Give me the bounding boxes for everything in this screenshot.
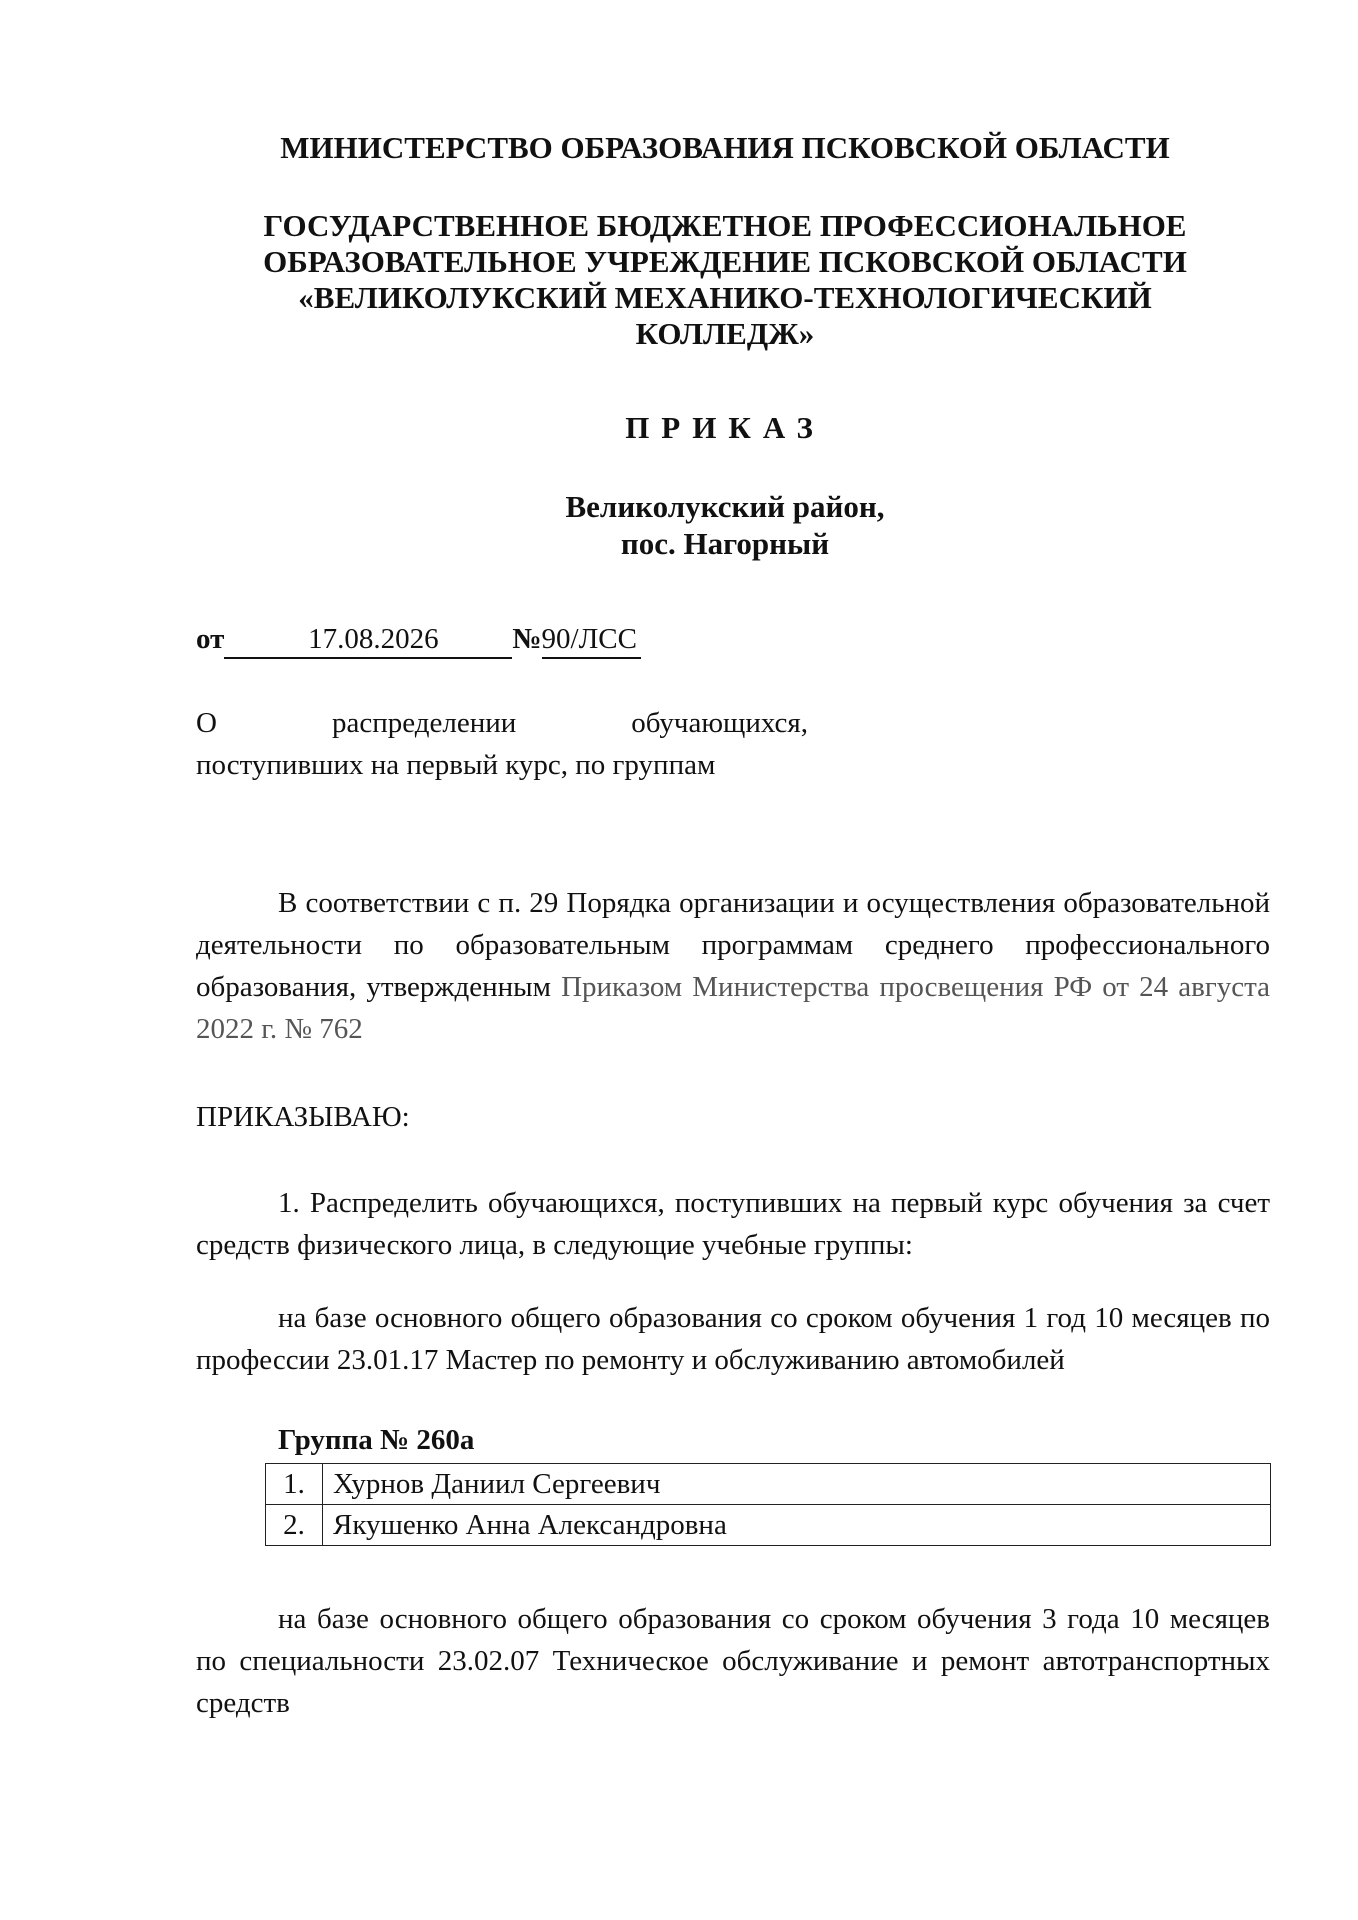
institution-line: ОБРАЗОВАТЕЛЬНОЕ УЧРЕЖДЕНИЕ ПСКОВСКОЙ ОБЛАСТИ	[263, 244, 1187, 279]
order-date: 17.08.2026	[224, 621, 512, 659]
legal-basis-reference: Приказом Министерства просвещения РФ от 24 августа 2022 г. № 762	[196, 971, 1271, 1045]
ministry-name: МИНИСТЕРСТВО ОБРАЗОВАНИЯ ПСКОВСКОЙ ОБЛАСТИ	[280, 130, 1170, 165]
from-label: от	[196, 623, 225, 655]
order-number: 90/ЛСС	[542, 621, 641, 659]
program-description-1: на базе основного общего образования со сроком обучения 1 год 10 месяцев по профессии 23.01.17 Мастер по ремонту и обслуживанию автомобилей	[196, 1302, 1270, 1376]
order-item-1: 1. Распределить обучающихся, поступивших на первый курс обучения за счет средств физического лица, в следующие учебные группы:	[196, 1187, 1270, 1261]
institution-line: «ВЕЛИКОЛУКСКИЙ МЕХАНИКО-ТЕХНОЛОГИЧЕСКИЙ	[298, 280, 1152, 315]
table-row	[266, 1464, 1271, 1505]
legal-basis-paragraph	[196, 882, 1270, 1050]
subject-word: обучающихся,	[631, 707, 809, 739]
subject-word: О	[196, 707, 217, 739]
student-name: Якушенко Анна Александровна	[323, 1505, 1271, 1546]
student-number: 1.	[266, 1464, 323, 1505]
subject-word: распределении	[331, 707, 517, 739]
subject-line-2: поступивших на первый курс, по группам	[196, 749, 716, 781]
place-of-issue	[180, 488, 1270, 562]
subject-line-1	[196, 702, 808, 744]
place-line: Великолукский район,	[565, 489, 885, 524]
place-line: пос. Нагорный	[620, 526, 830, 561]
document-type-title: ПРИКАЗ	[625, 410, 825, 445]
student-number: 2.	[266, 1505, 323, 1546]
student-name: Хурнов Даниил Сергеевич	[323, 1464, 1271, 1505]
order-date-number-line	[196, 621, 641, 659]
table-row	[266, 1505, 1271, 1546]
legal-basis-text: В соответствии с п. 29 Порядка организации и осуществления образовательной деятельности по образовательным программам среднего профессионального образования, утвержденным	[196, 887, 1270, 1003]
student-table	[265, 1463, 1271, 1546]
program-description-2: на базе основного общего образования со сроком обучения 3 года 10 месяцев по специальности 23.02.07 Техническое обслуживание и ремонт автотранспортных средств	[196, 1603, 1270, 1719]
order-directive: ПРИКАЗЫВАЮ:	[196, 1101, 410, 1133]
institution-line: ГОСУДАРСТВЕННОЕ БЮДЖЕТНОЕ ПРОФЕССИОНАЛЬНОЕ	[263, 208, 1187, 243]
order-subject	[196, 702, 808, 786]
group-title: Группа № 260а	[278, 1424, 475, 1456]
institution-line: КОЛЛЕДЖ»	[635, 316, 815, 351]
institution-name	[180, 208, 1270, 352]
number-label: №	[512, 623, 542, 655]
